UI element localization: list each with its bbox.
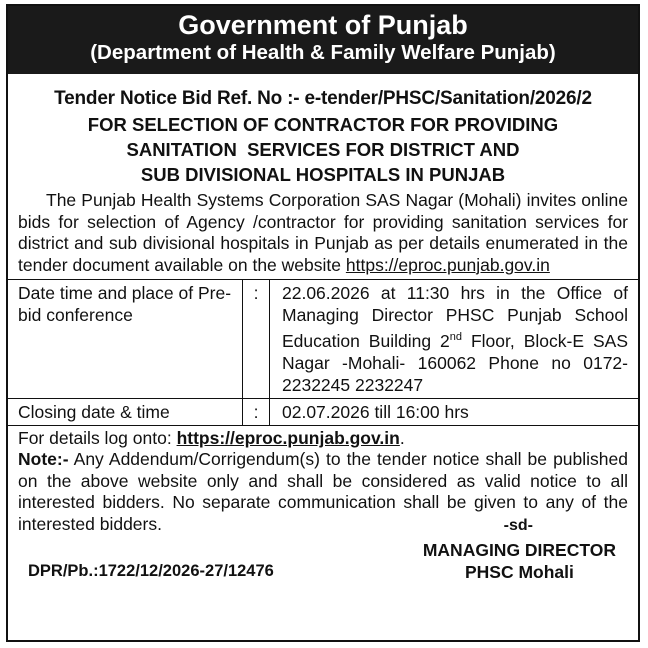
office: PHSC Mohali — [464, 562, 574, 583]
prebid-label: Date time and place of Pre-bid conference — [8, 280, 243, 399]
signature: -sd- — [503, 517, 533, 535]
department-name: (Department of Health & Family Welfare Punjab) — [90, 41, 556, 64]
table-row — [8, 398, 638, 425]
subject-line: SUB DIVISIONAL HOSPITALS IN PUNJAB — [140, 164, 506, 185]
eproc-link[interactable]: https://eproc.punjab.gov.in — [176, 427, 400, 448]
closing-value: 02.07.2026 till 16:00 hrs — [270, 398, 639, 425]
footer — [18, 517, 628, 591]
separator: : — [243, 280, 270, 399]
closing-label: Closing date & time — [8, 398, 243, 425]
subject-line: SANITATION SERVICES FOR DISTRICT AND — [126, 139, 520, 160]
tender-notice — [6, 4, 640, 642]
designation: MANAGING DIRECTOR — [422, 540, 616, 561]
details-table — [8, 279, 638, 425]
government-title: Government of Punjab — [178, 10, 468, 40]
note-paragraph — [18, 449, 628, 535]
signatory-block — [423, 539, 616, 583]
table-row — [8, 280, 638, 399]
note-label: Note:- — [18, 449, 69, 470]
tender-reference: Tender Notice Bid Ref. No :- e-tender/PHSC/Sanitation/2026/2 — [54, 88, 592, 109]
intro-paragraph — [8, 187, 638, 276]
prebid-value: 22.06.2026 at 11:30 hrs in the Office of Managing Director PHSC Punjab School Education Building 2nd Floor, Block-E SAS Nagar -Mohali- 160062 Phone no 0172-2232245 2232247 — [270, 280, 639, 399]
header-banner — [8, 6, 638, 74]
intro-text: The Punjab Health Systems Corporation SAS Nagar (Mohali) invites online bids for selection of Agency /contractor for providing sanitation services for district and sub divisional hospitals in Punjab as per details enumerated in the tender document available on the website — [18, 190, 628, 275]
dpr-number: DPR/Pb.:1722/12/2026-27/12476 — [28, 562, 274, 581]
tender-subject — [8, 112, 638, 187]
subject-line: FOR SELECTION OF CONTRACTOR FOR PROVIDING — [87, 114, 559, 135]
details-section — [8, 425, 638, 592]
note-text: Any Addendum/Corrigendum(s) to the tender notice shall be published on the above website only and shall be considered as valid notice to all interested bidders. No separate communication shall be given to any of the interested bidders. — [18, 449, 628, 534]
website-link[interactable]: https://eproc.punjab.gov.in — [345, 254, 550, 275]
separator: : — [243, 398, 270, 425]
details-line: For details log onto: https://eproc.punjab.gov.in. — [18, 427, 405, 448]
